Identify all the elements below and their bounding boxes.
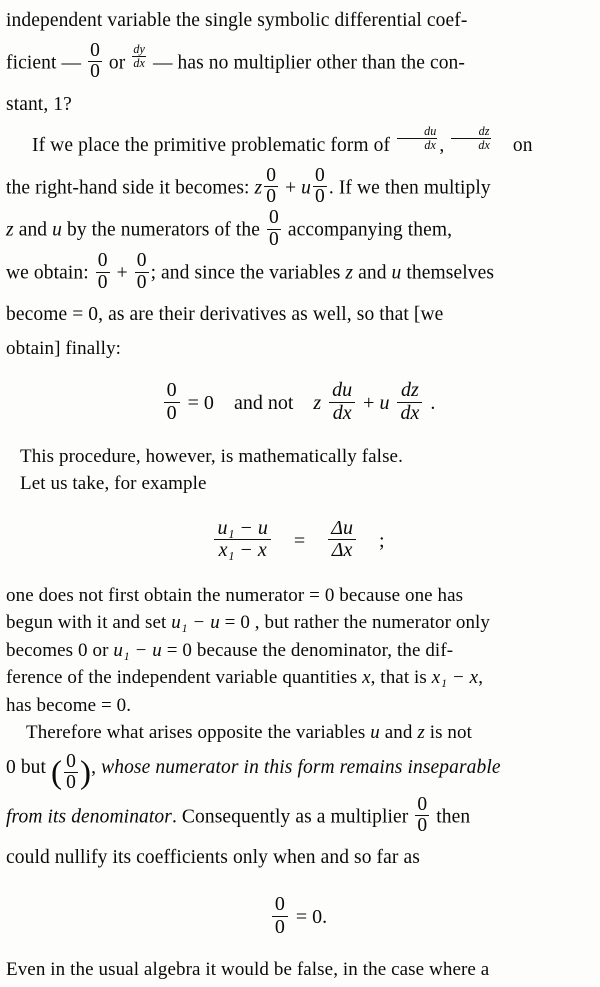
expr-x1-minus-x: x₁ − x [431,667,479,689]
fraction-numerator: 0 [417,793,428,815]
p2-j: and [358,262,387,284]
equation-2-equals: = [293,529,306,552]
p2-f: by the numerators of the [66,220,260,242]
var-u: u [301,177,312,199]
paragraph-5-line5 [6,692,590,720]
paragraph-2-line5 [6,294,590,335]
fraction-denominator: dx [133,55,145,70]
equation-3-equals: = 0. [295,906,328,929]
fraction-denominator: 0 [266,186,277,208]
right-paren: ) [80,753,92,791]
equation-1-equals: = 0 [187,392,214,415]
p6-b: and [384,722,413,744]
fraction-du-dx [329,380,355,424]
var-x: x [362,667,371,689]
paragraph-6-line4 [6,837,590,878]
fraction-zero-over-zero [415,795,429,837]
p5-l1: one does not first obtain the numerator = 0 because one has [6,584,464,606]
paragraph-2-line2 [6,166,590,209]
fraction-denominator: 0 [417,814,428,836]
fraction-numerator: 0 [164,380,180,403]
p6-d: 0 but [6,756,47,778]
paragraph-1-end [6,84,590,125]
p2-l: become = 0, as are their derivatives as well, so that [we [6,303,444,325]
p3-text: This procedure, however, is mathematically false. [20,445,403,467]
p5-l4b: , that is [370,667,427,689]
p1-or: or [108,52,126,74]
paragraph-5-line4 [6,664,590,692]
paragraph-2-line3 [6,208,590,251]
fraction-numerator: dy [133,41,145,56]
p5-l2a: begun with it and set [6,612,167,634]
p6-a: Therefore what arises opposite the variables [26,722,366,744]
paragraph-5-line3 [6,637,590,665]
p6-f: then [436,806,471,828]
paragraph-3 [6,443,590,471]
left-paren: ( [51,753,63,791]
paragraph-6-line2: 0 but ( $\frac{0}{0}$ ), whose numerator in this form remains inseparable [6,750,501,794]
fraction-numerator: 0 [66,750,77,772]
equation-1-term2-var: u [379,392,390,415]
p5-l2b: = 0 , but rather the numerator only [224,612,491,634]
p6-g: could nullify its coefficients only when and so far as [6,847,420,869]
paragraph-2-line1 [6,125,590,166]
fraction-denominator: 0 [268,228,279,250]
var-z: z [6,220,14,242]
p2-h: we obtain: [6,262,89,284]
p2-m: obtain] finally: [6,337,122,359]
fraction-u1-minus-u-over-x1-minus-x [214,518,270,562]
fraction-denominator: dx [332,401,352,424]
paragraph-5-line2 [6,609,590,637]
fraction-zero-over-zero [135,251,149,293]
fraction-numerator: du [397,125,437,139]
fraction-denominator: Δx [331,539,353,562]
equation-3 [6,894,590,938]
paragraph-6-line1 [6,719,590,747]
p1-line2c: — has no multiplier other than the con- [152,52,465,74]
p2-plus: + [285,177,297,199]
equation-1-plus: + [363,392,375,415]
p7-text: Even in the usual algebra it would be false, in the case where a [6,959,490,981]
paragraph-5-line1 [6,582,590,610]
fraction-numerator: dz [451,125,491,139]
fraction-zero-over-zero [272,894,288,938]
fraction-numerator: 0 [272,894,288,917]
fraction-zero-over-zero [164,380,180,424]
fraction-zero-over-zero [88,41,102,83]
p6-italic-2: from its denominator [6,806,172,828]
equation-1-and-not: and not [233,392,294,415]
p2-i: ; and since the variables [150,262,341,284]
fraction-denominator: dx [478,137,490,152]
p2-comma: , [439,134,445,156]
p6-c: is not [429,722,472,744]
equation-1-line [161,379,436,424]
fraction-denominator: 0 [166,401,177,424]
p5-l4a: ference of the independent variable quantities [6,667,358,689]
p6-e: . Consequently as a multiplier [171,806,409,828]
equation-1-term1-var: z [313,392,322,415]
p2-b: on [512,134,533,156]
p2-d: . If we then multiply [328,177,491,199]
fraction-denominator: 0 [315,186,325,208]
var-z: z [417,722,425,744]
fraction-numerator: Δu [328,518,356,541]
p5-l4c: , [478,667,484,689]
fraction-denominator: 0 [97,271,108,293]
fraction-denominator: 0 [274,915,285,938]
fraction-denominator: 0 [66,772,77,794]
equation-1-period: . [430,392,436,415]
p1-line3: stant, 1? [6,93,72,115]
var-z: z [254,177,263,199]
fraction-denominator: 0 [136,271,147,293]
p5-l3b: = 0 because the denominator, the dif- [166,639,454,661]
var-z: z [345,262,354,284]
fraction-denominator: 0 [90,61,100,83]
p1-line1: independent variable the single symbolic differential coef- [6,10,468,31]
paragraph-1 [6,0,590,41]
equation-1 [6,380,590,424]
fraction-numerator: 0 [266,164,277,186]
fraction-numerator: u₁ − u [214,518,270,541]
paragraph-2-line4 [6,251,590,294]
fraction-numerator: 0 [315,164,325,186]
paragraph-4 [6,470,590,498]
equation-3-line [269,893,328,938]
var-u: u [370,722,380,744]
p1-line2a: ficient — [6,52,82,74]
p2-a: If we place the primitive problematic form of [32,134,391,156]
fraction-numerator: 0 [97,250,108,272]
fraction-dz-dx [451,125,491,151]
fraction-du-dx [397,125,437,151]
fraction-numerator: 0 [268,207,279,229]
fraction-numerator: 0 [136,250,147,272]
fraction-delta-u-over-delta-x [328,518,356,562]
expr-u1-minus-u: u₁ − u [171,612,220,634]
fraction-denominator: dx [424,137,436,152]
paragraph-1-cont [6,41,590,84]
p2-c: the right-hand side it becomes: [6,177,250,199]
fraction-denominator: x₁ − x [218,539,267,562]
expr-u1-minus-u: u₁ − u [113,639,162,661]
fraction-zero-over-zero [313,166,327,208]
p2-g: accompanying them, [287,220,453,242]
paragraph-2-line6 [6,335,590,363]
p2-plus: + [116,262,128,284]
p5-l5: has become = 0. [6,694,132,716]
fraction-dz-dx [397,380,422,424]
paragraph-7 [6,956,590,984]
fraction-zero-over-zero [264,166,278,208]
p2-k: themselves [406,262,495,284]
fraction-zero-over-zero [267,208,281,250]
p5-l3a: becomes 0 or [6,639,109,661]
fraction-numerator: du [329,380,355,403]
p2-e: and [18,220,48,242]
parenthesized-zero-over-zero [51,752,91,795]
fraction-numerator: dz [397,380,422,403]
fraction-dy-dx [132,43,146,69]
fraction-numerator: 0 [90,40,100,61]
equation-2-semicolon: ; [378,529,385,552]
p4-text: Let us take, for example [20,473,207,494]
p6-italic-1: whose numerator in this form remains inseparable [101,756,501,778]
var-u: u [52,220,62,242]
equation-2 [6,518,590,562]
paragraph-6-line3 [6,795,590,838]
fraction-zero-over-zero [96,251,110,293]
var-u: u [391,262,402,284]
fraction-zero-over-zero [64,752,78,794]
fraction-denominator: dx [400,401,420,424]
